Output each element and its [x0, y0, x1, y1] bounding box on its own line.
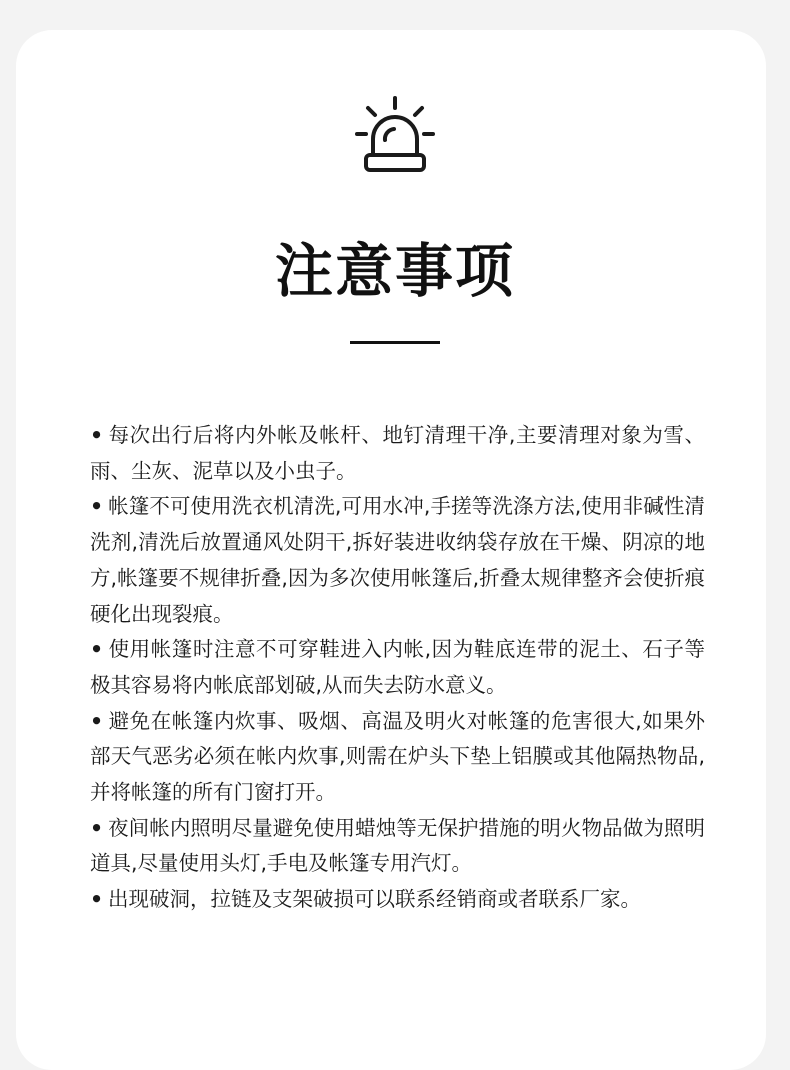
note-item: [90, 418, 705, 489]
page-title: 注意事项: [274, 237, 515, 305]
bullet: •: [90, 494, 104, 519]
note-text: 每次出行后将内外帐及帐杆、地钉清理干净,主要清理对象为雪、雨、尘灰、泥草以及小虫子。: [90, 423, 705, 483]
bullet: •: [90, 815, 104, 840]
bullet: •: [90, 637, 104, 662]
notes-list: [90, 418, 705, 918]
note-text: 使用帐篷时注意不可穿鞋进入内帐,因为鞋底连带的泥土、石子等极其容易将内帐底部划破,从而失去防水意义。: [90, 637, 705, 697]
note-text: 避免在帐篷内炊事、吸烟、高温及明火对帐篷的危害很大,如果外部天气恶劣必须在帐内炊事,则需在炉头下垫上铝膜或其他隔热物品,并将帐篷的所有门窗打开。: [90, 708, 705, 805]
bullet: •: [90, 708, 104, 733]
bullet: •: [90, 887, 104, 912]
note-item: [90, 489, 705, 632]
note-item: [90, 882, 705, 918]
note-text: 夜间帐内照明尽量避免使用蜡烛等无保护措施的明火物品做为照明道具,尽量使用头灯,手电及帐篷专用汽灯。: [90, 815, 705, 876]
note-text: 出现破洞，拉链及支架破损可以联系经销商或者联系厂家。: [108, 887, 641, 912]
bullet: •: [90, 423, 104, 447]
note-item: [90, 704, 705, 811]
note-item: [90, 811, 705, 882]
note-text: 帐篷不可使用洗衣机清洗,可用水冲,手搓等洗涤方法,使用非碱性清洗剂,清洗后放置通风处阴干,拆好装进收纳袋存放在干燥、阴凉的地方,帐篷要不规律折叠,因为多次使用帐篷后,折叠太规律整齐会使折痕硬化出现裂痕。: [90, 494, 705, 626]
title-divider: [350, 341, 440, 344]
note-item: [90, 632, 705, 703]
alarm-siren-icon: [354, 95, 436, 175]
